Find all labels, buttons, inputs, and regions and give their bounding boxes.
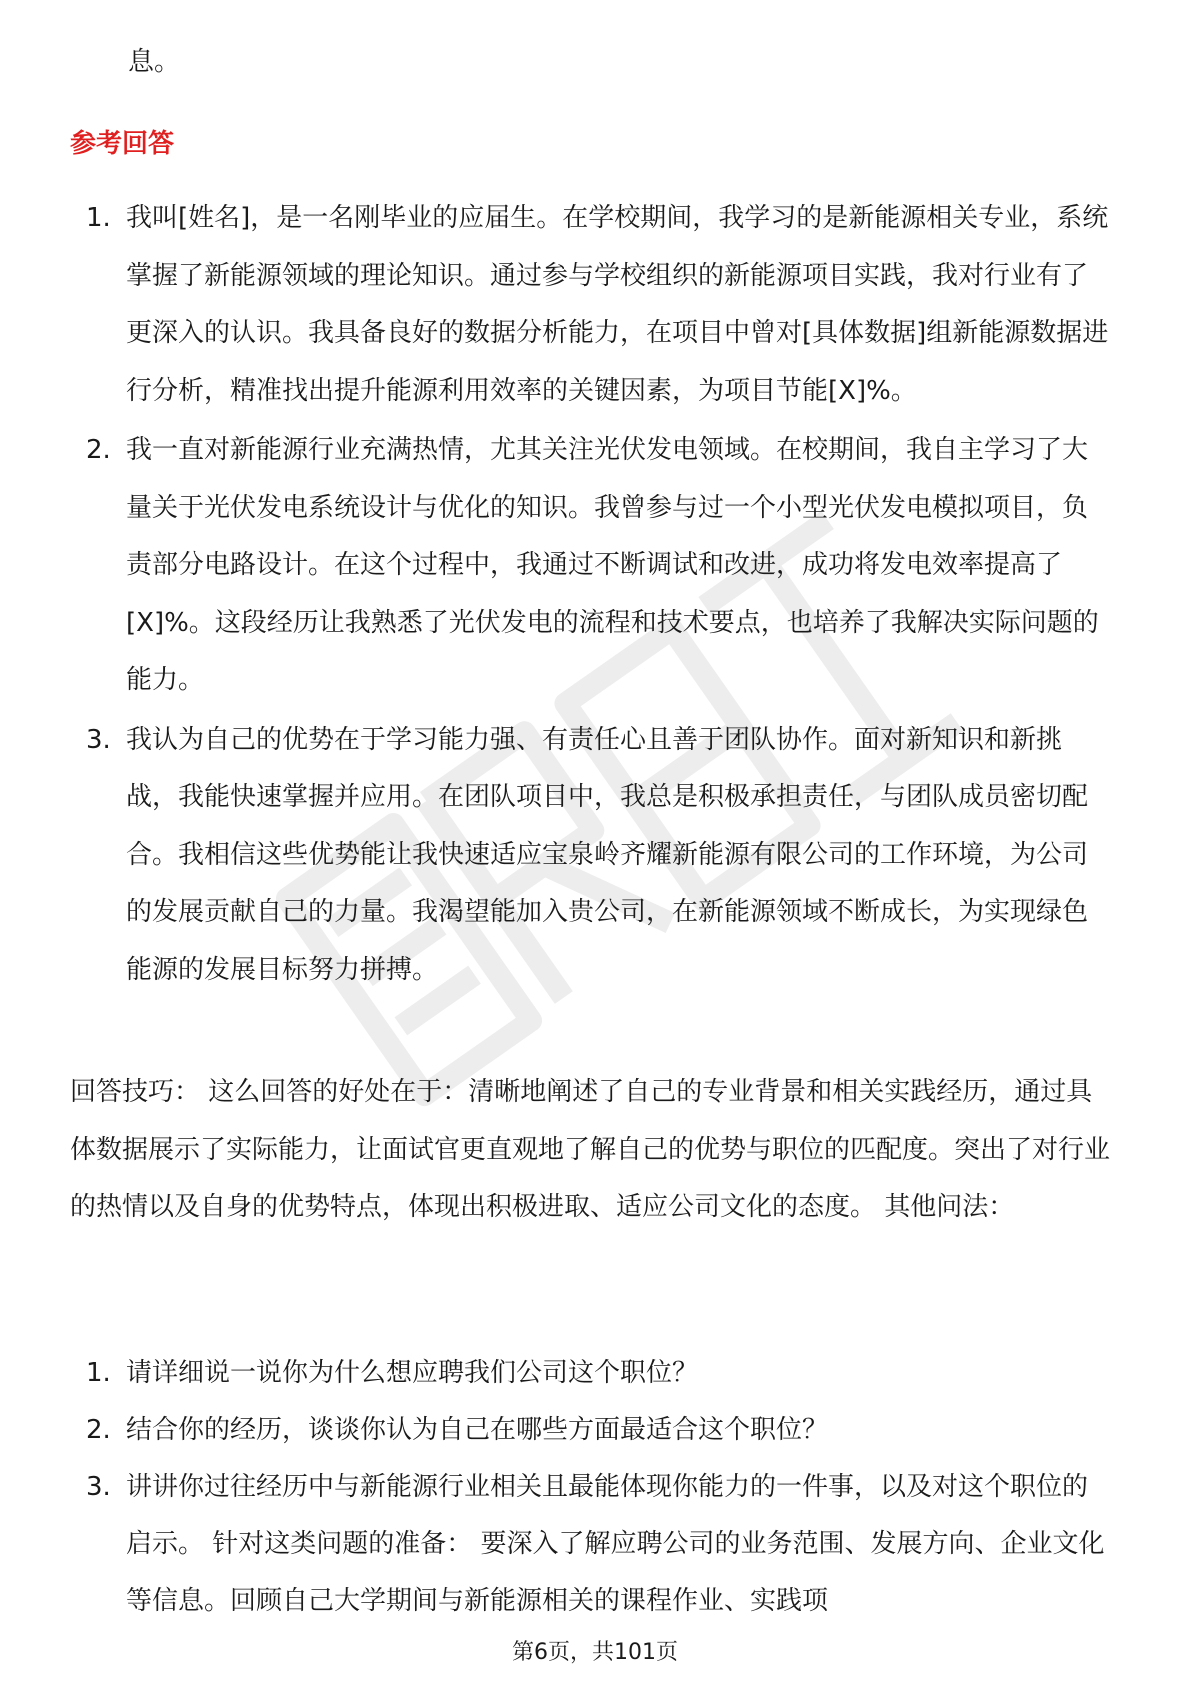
section-title-reference-answer: 参考回答: [70, 129, 175, 159]
list-item: [70, 1345, 1110, 1402]
list-item-number: 2.: [86, 1415, 111, 1445]
list-item-text: 我叫[姓名]，是一名刚毕业的应届生。在学校期间，我学习的是新能源相关专业，系统掌握了新能源领域的理论知识。通过参与学校组织的新能源项目实践，我对行业有了更深入的认识。我具备良好的数据分析能力，在项目中曾对[具体数据]组新能源数据进行分析，精准找出提升能源利用效率的关键因素，为项目节能[X]%。: [126, 203, 1109, 406]
continuation-text: 息。: [128, 47, 181, 77]
answer-list: [70, 190, 1110, 999]
list-item: [70, 190, 1110, 420]
list-item-number: 2.: [86, 435, 111, 465]
list-item: [70, 1402, 1110, 1459]
other-questions-list: [70, 1345, 1110, 1630]
list-item: [70, 712, 1110, 1000]
list-item-number: 1.: [86, 203, 111, 233]
list-item-text: 讲讲你过往经历中与新能源行业相关且最能体现你能力的一件事，以及对这个职位的启示。 针对这类问题的准备： 要深入了解应聘公司的业务范围、发展方向、企业文化等信息。回顾自己大学期间与新能源相关的课程作业、实践项: [126, 1472, 1105, 1616]
list-item-number: 3.: [86, 1472, 111, 1502]
tips-paragraph: 回答技巧： 这么回答的好处在于：清晰地阐述了自己的专业背景和相关实践经历，通过具体数据展示了实际能力，让面试官更直观地了解自己的优势与职位的匹配度。突出了对行业的热情以及自身的优势特点，体现出积极进取、适应公司文化的态度。 其他问法：: [70, 1077, 1111, 1222]
page-number-footer: 第6页，共101页: [512, 1640, 678, 1665]
list-item: [70, 422, 1110, 710]
list-item-text: 请详细说一说你为什么想应聘我们公司这个职位？: [126, 1358, 699, 1388]
list-item: [70, 1459, 1110, 1630]
list-item-number: 3.: [86, 724, 111, 755]
list-item-text: 我认为自己的优势在于学习能力强、有责任心且善于团队协作。面对新知识和新挑战，我能快速掌握并应用。在团队项目中，我总是积极承担责任，与团队成员密切配合。我相信这些优势能让我快速适应宝泉岭齐耀新能源有限公司的工作环境，为公司的发展贡献自己的力量。我渴望能加入贵公司，在新能源领域不断成长，为实现绿色能源的发展目标努力拼搏。: [126, 724, 1089, 985]
list-item-text: 我一直对新能源行业充满热情，尤其关注光伏发电领域。在校期间，我自主学习了大量关于光伏发电系统设计与优化的知识。我曾参与过一个小型光伏发电模拟项目，负责部分电路设计。在这个过程中，我通过不断调试和改进，成功将发电效率提高了[X]%。这段经历让我熟悉了光伏发电的流程和技术要点，也培养了我解决实际问题的能力。: [126, 435, 1099, 695]
list-item-text: 结合你的经历，谈谈你认为自己在哪些方面最适合这个职位？: [126, 1415, 829, 1445]
list-item-number: 1.: [86, 1358, 111, 1388]
